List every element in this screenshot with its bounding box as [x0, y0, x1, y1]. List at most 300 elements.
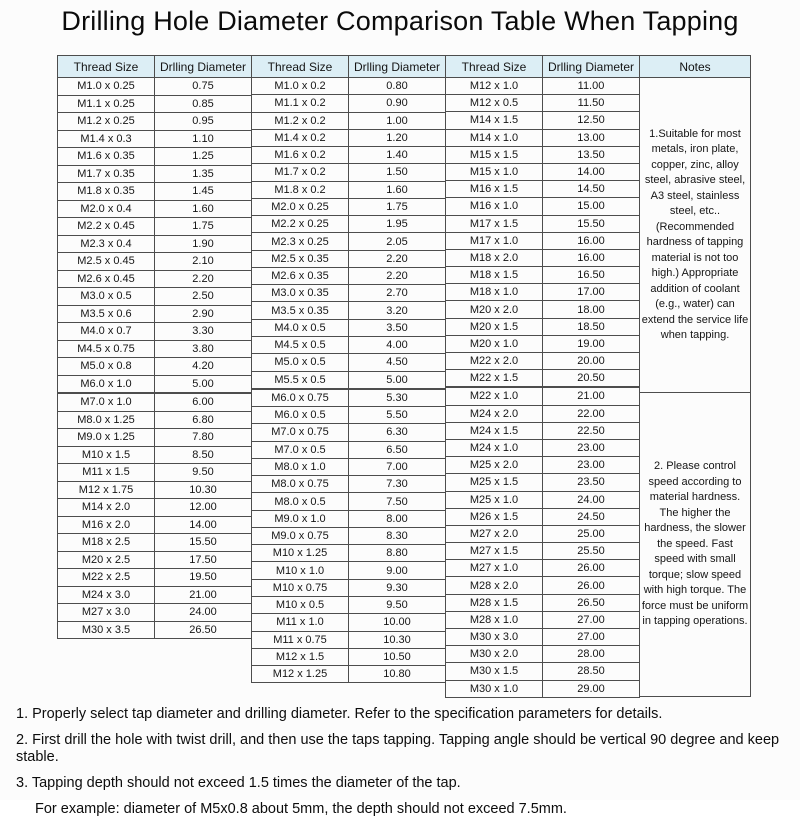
notes-column: [639, 55, 751, 697]
table-row: [446, 112, 640, 129]
thread-size-cell: M4.0 x 0.5: [252, 319, 349, 336]
drilling-diameter-cell: 17.00: [543, 284, 640, 301]
drilling-diameter-cell: 22.50: [543, 422, 640, 439]
thread-size-cell: M20 x 2.0: [446, 301, 543, 318]
thread-size-cell: M4.0 x 0.7: [58, 323, 155, 341]
table-row: [446, 181, 640, 198]
thread-size-cell: M17 x 1.0: [446, 232, 543, 249]
thread-size-cell: M25 x 1.5: [446, 474, 543, 491]
drilling-diameter-cell: 27.00: [543, 611, 640, 628]
table-row: [446, 525, 640, 542]
thread-size-cell: M20 x 1.5: [446, 318, 543, 335]
drilling-diameter-cell: 6.30: [349, 424, 446, 441]
thread-size-cell: M2.3 x 0.4: [58, 235, 155, 253]
thread-size-cell: M24 x 1.0: [446, 439, 543, 456]
thread-size-cell: M22 x 2.0: [446, 353, 543, 370]
thread-size-cell: M25 x 2.0: [446, 457, 543, 474]
drilling-diameter-cell: 9.00: [349, 562, 446, 579]
table-row: [446, 318, 640, 335]
drilling-diameter-cell: 14.00: [155, 516, 252, 534]
thread-size-cell: M18 x 2.5: [58, 534, 155, 552]
thread-size-cell: M18 x 1.0: [446, 284, 543, 301]
drilling-diameter-cell: 1.20: [349, 129, 446, 146]
thread-size-cell: M1.2 x 0.25: [58, 113, 155, 131]
drilling-diameter-cell: 6.50: [349, 441, 446, 458]
drilling-diameter-cell: 22.00: [543, 405, 640, 422]
drilling-diameter-cell: 1.45: [155, 183, 252, 201]
thread-size-cell: M12 x 1.0: [446, 78, 543, 95]
thread-size-cell: M26 x 1.5: [446, 508, 543, 525]
drilling-diameter-cell: 26.50: [543, 594, 640, 611]
thread-size-cell: M2.5 x 0.35: [252, 250, 349, 267]
thread-size-cell: M2.2 x 0.45: [58, 218, 155, 236]
drilling-diameter-cell: 2.90: [155, 305, 252, 323]
drilling-diameter-cell: 24.00: [155, 604, 252, 622]
thread-size-cell: M27 x 3.0: [58, 604, 155, 622]
thread-size-cell: M11 x 1.5: [58, 464, 155, 482]
thread-size-cell: M1.8 x 0.35: [58, 183, 155, 201]
thread-size-cell: M16 x 2.0: [58, 516, 155, 534]
thread-size-cell: M1.2 x 0.2: [252, 112, 349, 129]
thread-size-cell: M8.0 x 0.75: [252, 476, 349, 493]
notes-cell-1: 1.Suitable for most metals, iron plate, copper, zinc, alloy steel, abrasive steel, A3 steel, stainless steel, etc..(Recommended hardness of tapping material is not too high.) Appropriate addition of coolant (e.g., water) can extend the service life when tapping.: [640, 78, 750, 393]
table-row: [58, 95, 252, 113]
drilling-diameter-cell: 3.20: [349, 302, 446, 319]
thread-size-cell: M18 x 1.5: [446, 267, 543, 284]
thread-column-pair-1: [57, 55, 252, 639]
thread-size-cell: M7.0 x 1.0: [58, 393, 155, 411]
drilling-diameter-cell: 0.95: [155, 113, 252, 131]
drilling-diameter-cell: 0.80: [349, 78, 446, 95]
drilling-diameter-header: Drlling Diameter: [155, 56, 252, 78]
drilling-diameter-cell: 15.50: [543, 215, 640, 232]
table-row: [252, 95, 446, 112]
table-row: [58, 305, 252, 323]
drilling-diameter-cell: 1.50: [349, 164, 446, 181]
drilling-diameter-cell: 23.50: [543, 474, 640, 491]
table-row: [446, 646, 640, 663]
drilling-diameter-cell: 6.80: [155, 411, 252, 429]
table-row: [58, 411, 252, 429]
drilling-diameter-cell: 14.50: [543, 181, 640, 198]
table-row: [446, 78, 640, 95]
drilling-diameter-cell: 0.85: [155, 95, 252, 113]
drilling-diameter-cell: 5.00: [349, 371, 446, 389]
table-row: [446, 577, 640, 594]
thread-size-cell: M27 x 1.0: [446, 560, 543, 577]
table-row: [446, 629, 640, 646]
table-row: [252, 407, 446, 424]
thread-size-cell: M24 x 3.0: [58, 586, 155, 604]
table-row: [252, 267, 446, 284]
drilling-diameter-cell: 1.75: [155, 218, 252, 236]
table-row: [58, 148, 252, 166]
table-row: [446, 232, 640, 249]
table-row: [252, 336, 446, 353]
thread-size-cell: M30 x 3.0: [446, 629, 543, 646]
drilling-diameter-cell: 4.00: [349, 336, 446, 353]
thread-size-cell: M7.0 x 0.75: [252, 424, 349, 441]
thread-size-cell: M2.0 x 0.25: [252, 198, 349, 215]
drilling-diameter-cell: 7.50: [349, 493, 446, 510]
drilling-diameter-cell: 8.30: [349, 527, 446, 544]
thread-size-cell: M3.0 x 0.5: [58, 288, 155, 306]
drilling-diameter-cell: 28.00: [543, 646, 640, 663]
drilling-diameter-cell: 14.00: [543, 163, 640, 180]
thread-size-cell: M2.5 x 0.45: [58, 253, 155, 271]
drilling-diameter-cell: 11.00: [543, 78, 640, 95]
drilling-diameter-cell: 16.00: [543, 232, 640, 249]
thread-size-cell: M11 x 1.0: [252, 614, 349, 631]
thread-size-cell: M4.5 x 0.5: [252, 336, 349, 353]
thread-size-cell: M8.0 x 0.5: [252, 493, 349, 510]
table-header-row: [252, 56, 446, 78]
table-row: [252, 164, 446, 181]
table-row: [58, 586, 252, 604]
table-row: [252, 631, 446, 648]
thread-size-cell: M30 x 3.5: [58, 621, 155, 639]
drilling-diameter-cell: 10.00: [349, 614, 446, 631]
thread-size-cell: M1.6 x 0.35: [58, 148, 155, 166]
drilling-diameter-cell: 2.20: [349, 250, 446, 267]
thread-size-cell: M12 x 0.5: [446, 95, 543, 112]
drilling-diameter-cell: 7.80: [155, 429, 252, 447]
drilling-diameter-cell: 25.00: [543, 525, 640, 542]
drilling-diameter-cell: 2.10: [155, 253, 252, 271]
drilling-diameter-cell: 5.50: [349, 407, 446, 424]
table-row: [58, 569, 252, 587]
thread-size-cell: M15 x 1.5: [446, 146, 543, 163]
table-row: [446, 215, 640, 232]
drilling-diameter-cell: 20.00: [543, 353, 640, 370]
table-row: [58, 130, 252, 148]
drilling-diameter-cell: 1.90: [155, 235, 252, 253]
thread-size-cell: M30 x 1.0: [446, 680, 543, 697]
drilling-diameter-cell: 3.30: [155, 323, 252, 341]
thread-size-cell: M8.0 x 1.0: [252, 458, 349, 475]
drilling-diameter-cell: 13.00: [543, 129, 640, 146]
thread-size-cell: M12 x 1.75: [58, 481, 155, 499]
thread-size-cell: M2.6 x 0.45: [58, 270, 155, 288]
thread-size-cell: M6.0 x 1.0: [58, 375, 155, 393]
table-row: [252, 198, 446, 215]
thread-size-header: Thread Size: [446, 56, 543, 78]
table-row: [252, 648, 446, 665]
thread-size-cell: M10 x 0.75: [252, 579, 349, 596]
drilling-diameter-cell: 28.50: [543, 663, 640, 680]
thread-size-cell: M1.7 x 0.35: [58, 165, 155, 183]
table-row: [446, 663, 640, 680]
drilling-diameter-cell: 1.60: [349, 181, 446, 198]
table-row: [446, 129, 640, 146]
thread-size-cell: M10 x 1.5: [58, 446, 155, 464]
table-row: [58, 113, 252, 131]
table-row: [446, 594, 640, 611]
table-row: [58, 551, 252, 569]
table-row: [58, 323, 252, 341]
table-row: [446, 146, 640, 163]
drilling-diameter-cell: 0.90: [349, 95, 446, 112]
drilling-diameter-cell: 3.50: [349, 319, 446, 336]
drilling-diameter-cell: 18.00: [543, 301, 640, 318]
thread-size-cell: M14 x 1.5: [446, 112, 543, 129]
drilling-diameter-cell: 2.05: [349, 233, 446, 250]
table-row: [446, 474, 640, 491]
table-row: [58, 235, 252, 253]
thread-size-cell: M1.0 x 0.25: [58, 78, 155, 96]
drilling-diameter-cell: 19.50: [155, 569, 252, 587]
thread-size-cell: M9.0 x 0.75: [252, 527, 349, 544]
thread-size-cell: M1.4 x 0.3: [58, 130, 155, 148]
drilling-diameter-cell: 12.50: [543, 112, 640, 129]
drilling-diameter-cell: 5.00: [155, 375, 252, 393]
thread-size-cell: M8.0 x 1.25: [58, 411, 155, 429]
thread-size-cell: M20 x 1.0: [446, 335, 543, 352]
thread-size-cell: M10 x 1.25: [252, 545, 349, 562]
table-row: [58, 253, 252, 271]
drilling-diameter-cell: 16.50: [543, 267, 640, 284]
thread-size-cell: M27 x 1.5: [446, 543, 543, 560]
thread-size-cell: M25 x 1.0: [446, 491, 543, 508]
thread-size-cell: M14 x 2.0: [58, 499, 155, 517]
table-row: [58, 604, 252, 622]
thread-size-cell: M22 x 2.5: [58, 569, 155, 587]
drilling-diameter-cell: 24.50: [543, 508, 640, 525]
table-row: [58, 375, 252, 393]
table-row: [58, 534, 252, 552]
table-row: [58, 78, 252, 96]
thread-size-cell: M5.5 x 0.5: [252, 371, 349, 389]
drilling-diameter-cell: 1.75: [349, 198, 446, 215]
thread-size-cell: M17 x 1.5: [446, 215, 543, 232]
drilling-diameter-cell: 9.30: [349, 579, 446, 596]
thread-size-cell: M4.5 x 0.75: [58, 340, 155, 358]
drilling-diameter-cell: 1.40: [349, 147, 446, 164]
thread-size-cell: M2.3 x 0.25: [252, 233, 349, 250]
drilling-diameter-cell: 6.00: [155, 393, 252, 411]
thread-size-cell: M16 x 1.0: [446, 198, 543, 215]
table-row: [252, 476, 446, 493]
drilling-diameter-cell: 24.00: [543, 491, 640, 508]
thread-size-cell: M3.0 x 0.35: [252, 285, 349, 302]
drilling-diameter-cell: 27.00: [543, 629, 640, 646]
table-row: [252, 424, 446, 441]
drilling-diameter-cell: 23.00: [543, 457, 640, 474]
thread-size-cell: M24 x 2.0: [446, 405, 543, 422]
drilling-diameter-cell: 26.00: [543, 577, 640, 594]
thread-size-cell: M28 x 1.0: [446, 611, 543, 628]
table-row: [58, 516, 252, 534]
drilling-diameter-cell: 2.70: [349, 285, 446, 302]
table-row: [252, 285, 446, 302]
table-row: [252, 233, 446, 250]
notes-column-header: Notes: [640, 56, 750, 78]
table-row: [446, 370, 640, 388]
drilling-diameter-cell: 9.50: [155, 464, 252, 482]
table-row: [58, 183, 252, 201]
drilling-diameter-cell: 25.50: [543, 543, 640, 560]
drilling-diameter-cell: 1.95: [349, 216, 446, 233]
table-row: [58, 218, 252, 236]
drilling-diameter-cell: 16.00: [543, 249, 640, 266]
drilling-diameter-cell: 21.00: [155, 586, 252, 604]
thread-size-cell: M12 x 1.25: [252, 666, 349, 683]
thread-size-cell: M3.5 x 0.35: [252, 302, 349, 319]
thread-size-cell: M28 x 1.5: [446, 594, 543, 611]
drilling-diameter-cell: 2.50: [155, 288, 252, 306]
table-row: [58, 358, 252, 376]
drilling-diameter-cell: 3.80: [155, 340, 252, 358]
drilling-diameter-cell: 18.50: [543, 318, 640, 335]
table-row: [252, 562, 446, 579]
table-row: [446, 249, 640, 266]
drilling-diameter-cell: 10.30: [155, 481, 252, 499]
table-row: [252, 354, 446, 371]
drilling-diameter-cell: 29.00: [543, 680, 640, 697]
thread-size-cell: M2.6 x 0.35: [252, 267, 349, 284]
thread-size-cell: M28 x 2.0: [446, 577, 543, 594]
table-row: [58, 165, 252, 183]
thread-size-cell: M1.6 x 0.2: [252, 147, 349, 164]
table-row: [252, 666, 446, 683]
thread-size-cell: M12 x 1.5: [252, 648, 349, 665]
thread-size-cell: M7.0 x 0.5: [252, 441, 349, 458]
table-row: [58, 393, 252, 411]
table-header-row: [58, 56, 252, 78]
table-row: [252, 112, 446, 129]
thread-size-cell: M18 x 2.0: [446, 249, 543, 266]
thread-size-cell: M5.0 x 0.8: [58, 358, 155, 376]
thread-size-cell: M22 x 1.0: [446, 387, 543, 405]
table-row: [58, 200, 252, 218]
table-row: [252, 510, 446, 527]
table-row: [58, 340, 252, 358]
drilling-diameter-cell: 20.50: [543, 370, 640, 388]
table-row: [252, 493, 446, 510]
table-row: [446, 680, 640, 697]
table-row: [58, 481, 252, 499]
table-row: [252, 181, 446, 198]
drilling-diameter-cell: 7.00: [349, 458, 446, 475]
table-row: [252, 389, 446, 407]
drilling-diameter-cell: 1.35: [155, 165, 252, 183]
table-row: [446, 335, 640, 352]
thread-size-cell: M15 x 1.0: [446, 163, 543, 180]
table-row: [252, 250, 446, 267]
table-row: [252, 441, 446, 458]
table-row: [252, 129, 446, 146]
thread-size-cell: M27 x 2.0: [446, 525, 543, 542]
thread-size-cell: M9.0 x 1.25: [58, 429, 155, 447]
drilling-diameter-header: Drlling Diameter: [543, 56, 640, 78]
drilling-diameter-cell: 17.50: [155, 551, 252, 569]
table-row: [446, 491, 640, 508]
thread-size-cell: M6.0 x 0.75: [252, 389, 349, 407]
thread-size-cell: M1.1 x 0.2: [252, 95, 349, 112]
table-row: [446, 267, 640, 284]
table-row: [446, 353, 640, 370]
thread-size-cell: M11 x 0.75: [252, 631, 349, 648]
thread-column-pair-3: [445, 55, 640, 698]
table-row: [58, 429, 252, 447]
thread-size-cell: M1.7 x 0.2: [252, 164, 349, 181]
drilling-diameter-cell: 11.50: [543, 95, 640, 112]
thread-size-cell: M6.0 x 0.5: [252, 407, 349, 424]
drilling-diameter-cell: 12.00: [155, 499, 252, 517]
table-row: [58, 446, 252, 464]
drilling-diameter-cell: 15.00: [543, 198, 640, 215]
drilling-diameter-cell: 8.50: [155, 446, 252, 464]
drilling-diameter-header: Drlling Diameter: [349, 56, 446, 78]
thread-size-header: Thread Size: [252, 56, 349, 78]
thread-size-cell: M9.0 x 1.0: [252, 510, 349, 527]
table-row: [252, 527, 446, 544]
thread-size-cell: M1.4 x 0.2: [252, 129, 349, 146]
drilling-diameter-cell: 1.00: [349, 112, 446, 129]
thread-size-cell: M24 x 1.5: [446, 422, 543, 439]
table-row: [446, 163, 640, 180]
footnote-3-example: For example: diameter of M5x0.8 about 5mm, the depth should not exceed 7.5mm.: [35, 801, 567, 817]
table-row: [446, 301, 640, 318]
table-row: [446, 611, 640, 628]
table-row: [446, 508, 640, 525]
table-row: [252, 78, 446, 95]
drilling-diameter-cell: 1.60: [155, 200, 252, 218]
table-row: [252, 545, 446, 562]
drilling-diameter-cell: 10.30: [349, 631, 446, 648]
thread-size-cell: M20 x 2.5: [58, 551, 155, 569]
drilling-diameter-cell: 19.00: [543, 335, 640, 352]
drilling-diameter-cell: 23.00: [543, 439, 640, 456]
drilling-diameter-cell: 5.30: [349, 389, 446, 407]
thread-size-cell: M5.0 x 0.5: [252, 354, 349, 371]
table-row: [252, 596, 446, 613]
thread-size-cell: M14 x 1.0: [446, 129, 543, 146]
table-row: [252, 579, 446, 596]
table-row: [446, 284, 640, 301]
table-row: [446, 387, 640, 405]
table-row: [252, 216, 446, 233]
thread-size-cell: M1.1 x 0.25: [58, 95, 155, 113]
table-row: [252, 458, 446, 475]
table-row: [252, 371, 446, 389]
thread-size-cell: M10 x 0.5: [252, 596, 349, 613]
drilling-diameter-cell: 2.20: [155, 270, 252, 288]
drilling-diameter-cell: 13.50: [543, 146, 640, 163]
table-row: [58, 270, 252, 288]
drilling-diameter-cell: 4.20: [155, 358, 252, 376]
table-row: [58, 499, 252, 517]
thread-size-cell: M2.0 x 0.4: [58, 200, 155, 218]
table-row: [58, 288, 252, 306]
table-row: [446, 405, 640, 422]
table-row: [446, 560, 640, 577]
drilling-diameter-cell: 10.50: [349, 648, 446, 665]
thread-size-cell: M1.0 x 0.2: [252, 78, 349, 95]
drilling-diameter-cell: 26.50: [155, 621, 252, 639]
drilling-diameter-cell: 7.30: [349, 476, 446, 493]
thread-size-header: Thread Size: [58, 56, 155, 78]
drilling-diameter-cell: 8.80: [349, 545, 446, 562]
thread-size-cell: M1.8 x 0.2: [252, 181, 349, 198]
thread-size-cell: M10 x 1.0: [252, 562, 349, 579]
drilling-diameter-cell: 1.25: [155, 148, 252, 166]
page-title: Drilling Hole Diameter Comparison Table When Tapping: [61, 6, 739, 36]
drilling-diameter-cell: 21.00: [543, 387, 640, 405]
table-row: [446, 543, 640, 560]
drilling-diameter-cell: 9.50: [349, 596, 446, 613]
drilling-diameter-cell: 2.20: [349, 267, 446, 284]
